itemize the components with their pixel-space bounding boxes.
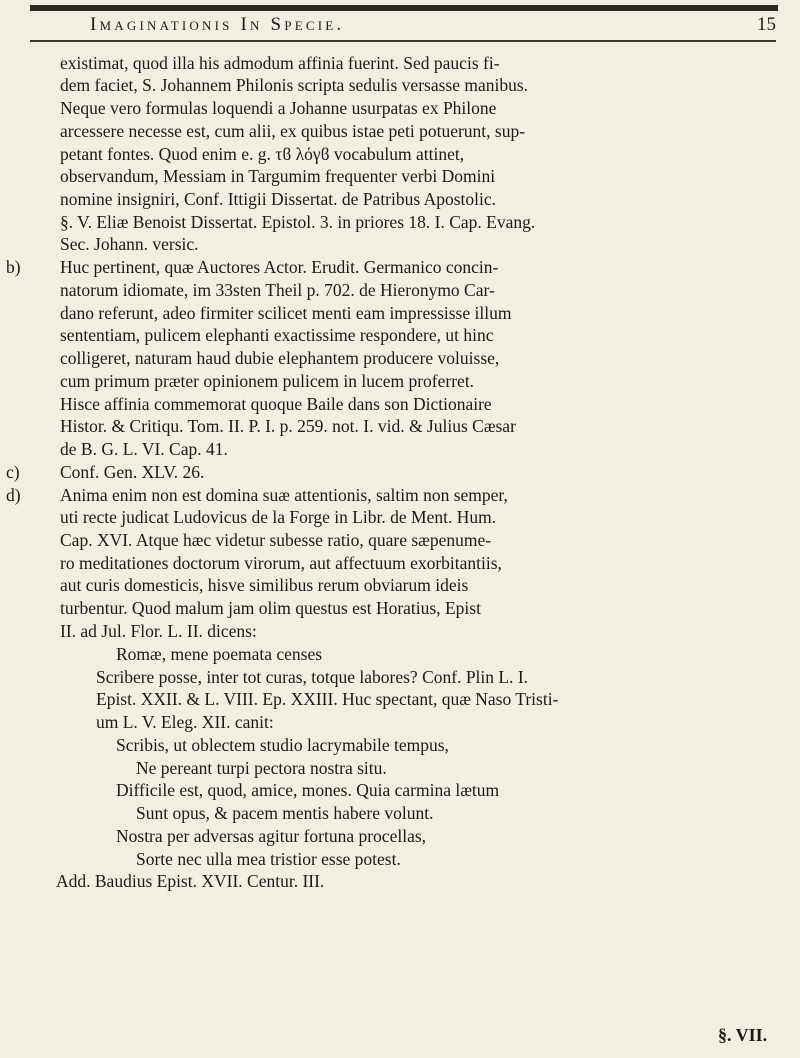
- text-line: Huc pertinent, quæ Auctores Actor. Erudit. Germanico concin-: [60, 257, 499, 277]
- text-line: Hisce affinia commemorat quoque Baile dans son Dictionaire: [60, 394, 492, 414]
- text-line: um L. V. Eleg. XII. canit:: [96, 712, 274, 732]
- header-underline: [30, 40, 776, 42]
- text-line: Epist. XXII. & L. VIII. Ep. XXIII. Huc spectant, quæ Naso Tristi-: [96, 689, 559, 709]
- text-line: Romæ, mene poemata censes: [116, 644, 323, 664]
- footnote-marker: b): [6, 257, 21, 277]
- text-line: Scribere posse, inter tot curas, totque labores? Conf. Plin L. I.: [96, 667, 529, 687]
- text-line: II. ad Jul. Flor. L. II. dicens:: [60, 621, 257, 641]
- text-line: dano referunt, adeo firmiter scilicet menti eam impressisse illum: [60, 303, 512, 323]
- text-line: natorum idiomate, im 33sten Theil p. 702. de Hieronymo Car-: [60, 280, 495, 300]
- text-line: cum primum præter opinionem pulicem in lucem proferret.: [60, 371, 475, 391]
- text-line: de B. G. L. VI. Cap. 41.: [60, 439, 228, 459]
- text-line: Sec. Johann. versic.: [60, 234, 199, 254]
- text-line: Ne pereant turpi pectora nostra situ.: [136, 758, 387, 778]
- text-line: colligeret, naturam haud dubie elephantem producere voluisse,: [60, 348, 500, 368]
- header-rule: [30, 5, 778, 11]
- catchword: §. VII.: [718, 1025, 768, 1045]
- text-line: Sorte nec ulla mea tristior esse potest.: [136, 849, 401, 869]
- running-title: Imaginationis In Specie.: [90, 14, 345, 35]
- text-line: Add. Baudius Epist. XVII. Centur. III.: [56, 871, 325, 891]
- footnote-marker: d): [6, 485, 21, 505]
- text-line: sententiam, pulicem elephanti exactissime respondere, ut hinc: [60, 325, 494, 345]
- text-line: arcessere necesse est, cum alii, ex quibus istae peti potuerunt, sup-: [60, 121, 526, 141]
- text-line: Sunt opus, & pacem mentis habere volunt.: [136, 803, 434, 823]
- text-line: Scribis, ut oblectem studio lacrymabile tempus,: [116, 735, 449, 755]
- text-line: observandum, Messiam in Targumim frequenter verbi Domini: [60, 166, 496, 186]
- text-line: Conf. Gen. XLV. 26.: [60, 462, 205, 482]
- text-line: ro meditationes doctorum virorum, aut affectuum exorbitantiis,: [60, 553, 502, 573]
- text-line: Cap. XVI. Atque hæc videtur subesse ratio, quare sæpenume-: [60, 530, 492, 550]
- text-line: nomine insigniri, Conf. Ittigii Dissertat. de Patribus Apostolic.: [60, 189, 497, 209]
- text-line: Nostra per adversas agitur fortuna procellas,: [116, 826, 427, 846]
- running-header: [30, 14, 776, 38]
- text-line: existimat, quod illa his admodum affinia fuerint. Sed paucis fi-: [60, 53, 500, 73]
- text-line: Difficile est, quod, amice, mones. Quia carmina lætum: [116, 780, 500, 800]
- text-line: §. V. Eliæ Benoist Dissertat. Epistol. 3. in priores 18. I. Cap. Evang.: [60, 212, 536, 232]
- text-line: Histor. & Critiqu. Tom. II. P. I. p. 259. not. I. vid. & Julius Cæsar: [60, 416, 516, 436]
- text-line: turbentur. Quod malum jam olim questus est Horatius, Epist: [60, 598, 481, 618]
- text-line: Anima enim non est domina suæ attentionis, saltim non semper,: [60, 485, 508, 505]
- text-line: aut curis domesticis, hisve similibus rerum obviarum ideis: [60, 575, 469, 595]
- page-number: 15: [757, 14, 776, 35]
- text-line: Neque vero formulas loquendi a Johanne usurpatas ex Philone: [60, 98, 497, 118]
- text-line: uti recte judicat Ludovicus de la Forge in Libr. de Ment. Hum.: [60, 507, 497, 527]
- text-line: petant fontes. Quod enim e. g. τϐ λόγϐ vocabulum attinet,: [60, 144, 465, 164]
- footnote-marker: c): [6, 462, 20, 482]
- text-line: dem faciet, S. Johannem Philonis scripta sedulis versasse manibus.: [60, 75, 529, 95]
